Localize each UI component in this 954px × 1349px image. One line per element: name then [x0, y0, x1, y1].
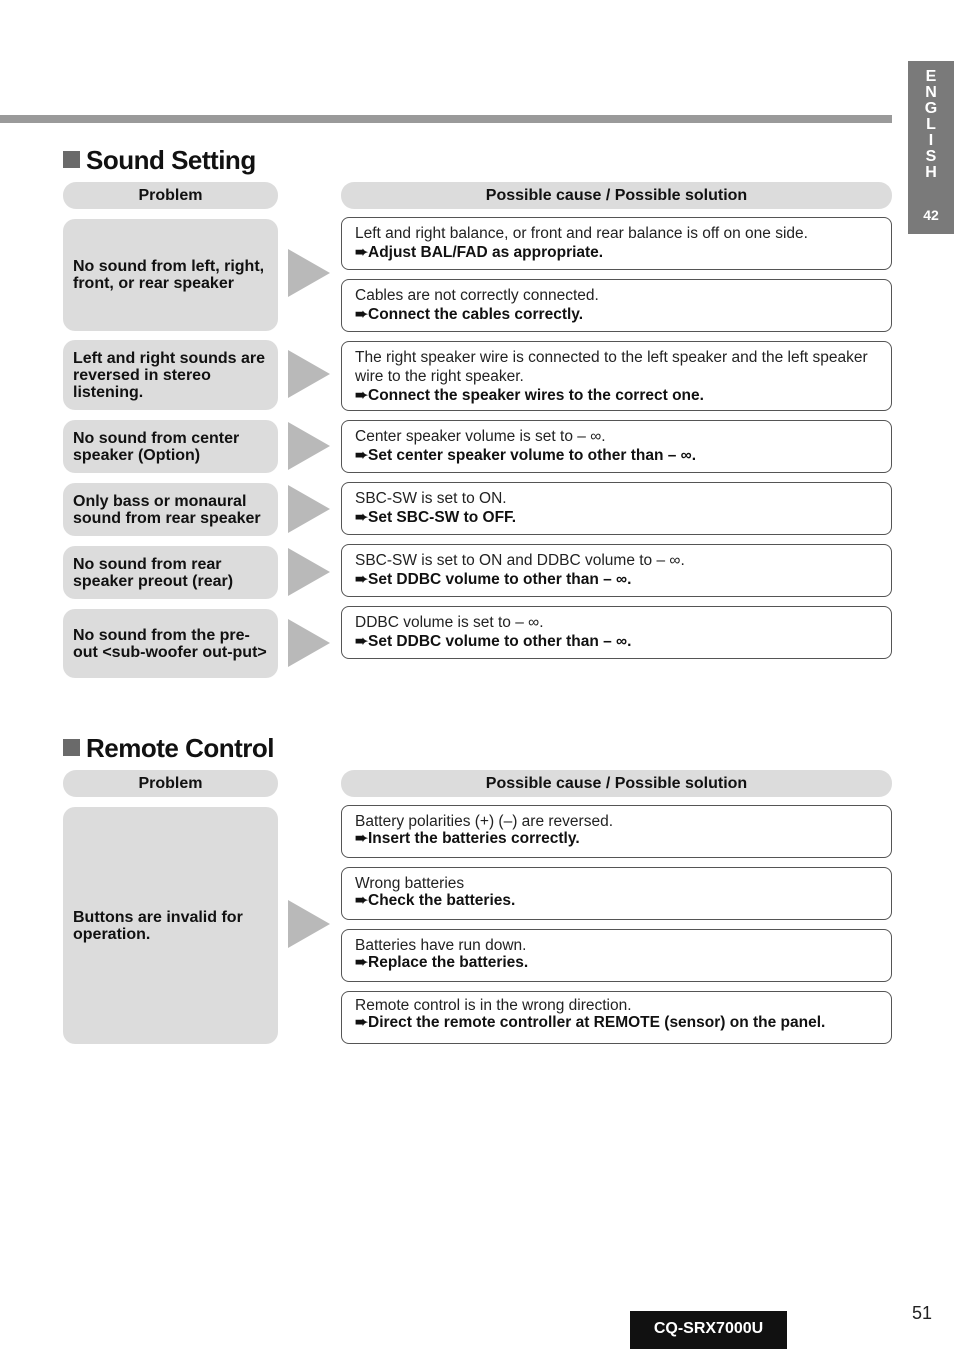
solution-box	[341, 867, 892, 920]
cause-text: Batteries have run down.	[355, 937, 527, 954]
fix-text: Set SBC-SW to OFF.	[368, 509, 517, 526]
solution-box	[341, 482, 892, 535]
arrow-icon: ➨	[355, 244, 368, 261]
cause-text: Wrong batteries	[355, 875, 465, 892]
fix-text: Connect the speaker wires to the correct one.	[368, 387, 704, 404]
fix-text: Insert the batteries correctly.	[368, 830, 580, 847]
solution-box	[341, 991, 892, 1044]
problem-text: Only bass or monaural sound from rear speaker	[73, 492, 261, 527]
cause-text: DDBC volume is set to – ∞.	[355, 614, 544, 631]
cause-text: Center speaker volume is set to – ∞.	[355, 428, 606, 445]
remote-control-title	[63, 733, 274, 763]
fix-line	[355, 830, 885, 847]
arrow-right-icon	[288, 249, 330, 297]
fix-text: Set DDBC volume to other than – ∞.	[368, 571, 632, 588]
section-page-number: 42	[923, 207, 939, 223]
arrow-right-icon	[288, 422, 330, 470]
fix-text: Connect the cables correctly.	[368, 306, 584, 323]
solution-box	[341, 929, 892, 982]
solution-header: Possible cause / Possible solution	[341, 182, 892, 209]
problem-cell	[63, 807, 278, 1044]
problem-text: Buttons are invalid for operation.	[73, 908, 243, 943]
arrow-right-icon	[288, 619, 330, 667]
arrow-right-icon	[288, 350, 330, 398]
problem-text: No sound from center speaker (Option)	[73, 429, 240, 464]
fix-line	[355, 632, 885, 651]
fix-text: Direct the remote controller at REMOTE (sensor) on the panel.	[368, 1014, 826, 1031]
arrow-icon: ➨	[355, 830, 368, 847]
tab-letter: L	[926, 116, 936, 133]
arrow-icon: ➨	[355, 447, 368, 464]
problem-cell	[63, 219, 278, 331]
solution-box	[341, 606, 892, 659]
top-rule	[0, 115, 892, 123]
problem-cell	[63, 420, 278, 473]
solution-box	[341, 217, 892, 270]
square-bullet-icon	[63, 151, 80, 168]
problem-cell	[63, 483, 278, 536]
solution-box	[341, 420, 892, 473]
arrow-icon: ➨	[355, 571, 368, 588]
fix-text: Set DDBC volume to other than – ∞.	[368, 633, 632, 650]
cause-text: SBC-SW is set to ON.	[355, 490, 507, 507]
solution-box	[341, 279, 892, 332]
fix-line	[355, 508, 885, 527]
problem-text: No sound from the pre-out <sub-woofer out-put>	[73, 626, 267, 661]
solution-box	[341, 544, 892, 597]
language-tab-letters	[908, 69, 954, 181]
arrow-right-icon	[288, 485, 330, 533]
problem-cell	[63, 609, 278, 678]
page-number: 51	[912, 1303, 933, 1323]
cause-text: Cables are not correctly connected.	[355, 287, 599, 304]
problem-text: Left and right sounds are reversed in stereo listening.	[73, 349, 266, 401]
tab-letter: N	[925, 84, 937, 101]
problem-cell	[63, 546, 278, 599]
arrow-icon: ➨	[355, 306, 368, 323]
model-badge: CQ-SRX7000U	[630, 1311, 787, 1349]
arrow-icon: ➨	[355, 387, 368, 404]
solution-box	[341, 805, 892, 858]
remote-control-title-text: Remote Control	[86, 733, 274, 763]
fix-line	[355, 386, 885, 405]
arrow-right-icon	[288, 900, 330, 948]
tab-letter: H	[925, 164, 937, 181]
fix-text: Check the batteries.	[368, 892, 516, 909]
cause-text: Battery polarities (+) (–) are reversed.	[355, 813, 613, 830]
problem-cell	[63, 340, 278, 410]
arrow-icon: ➨	[355, 954, 368, 971]
tab-letter: E	[925, 68, 937, 85]
fix-text: Adjust BAL/FAD as appropriate.	[368, 244, 604, 261]
tab-letter: I	[928, 132, 934, 149]
fix-text: Set center speaker volume to other than – ∞.	[368, 447, 697, 464]
fix-line	[355, 243, 885, 262]
fix-line	[355, 305, 885, 324]
cause-text: Left and right balance, or front and rear balance is off on one side.	[355, 225, 808, 242]
solution-header: Possible cause / Possible solution	[341, 770, 892, 797]
square-bullet-icon	[63, 739, 80, 756]
problem-header: Problem	[63, 182, 278, 209]
problem-text: No sound from rear speaker preout (rear)	[73, 555, 234, 590]
solution-box	[341, 341, 892, 411]
sound-setting-title-text: Sound Setting	[86, 145, 256, 175]
fix-text: Replace the batteries.	[368, 954, 529, 971]
arrow-icon: ➨	[355, 1014, 368, 1031]
arrow-icon: ➨	[355, 509, 368, 526]
fix-line	[355, 446, 885, 465]
cause-text: SBC-SW is set to ON and DDBC volume to – ∞.	[355, 552, 685, 569]
tab-letter: G	[924, 100, 938, 117]
tab-letter: S	[925, 148, 937, 165]
fix-line	[355, 570, 885, 589]
problem-header: Problem	[63, 770, 278, 797]
cause-text: The right speaker wire is connected to the left speaker and the left speaker wire to the right speaker.	[355, 349, 868, 385]
fix-line	[355, 1014, 885, 1031]
fix-line	[355, 954, 885, 971]
sound-setting-title	[63, 145, 256, 175]
cause-text: Remote control is in the wrong direction.	[355, 997, 632, 1014]
fix-line	[355, 892, 885, 909]
arrow-right-icon	[288, 548, 330, 596]
arrow-icon: ➨	[355, 892, 368, 909]
language-tab	[908, 61, 954, 234]
problem-text: No sound from left, right, front, or rear speaker	[73, 258, 265, 292]
arrow-icon: ➨	[355, 633, 368, 650]
